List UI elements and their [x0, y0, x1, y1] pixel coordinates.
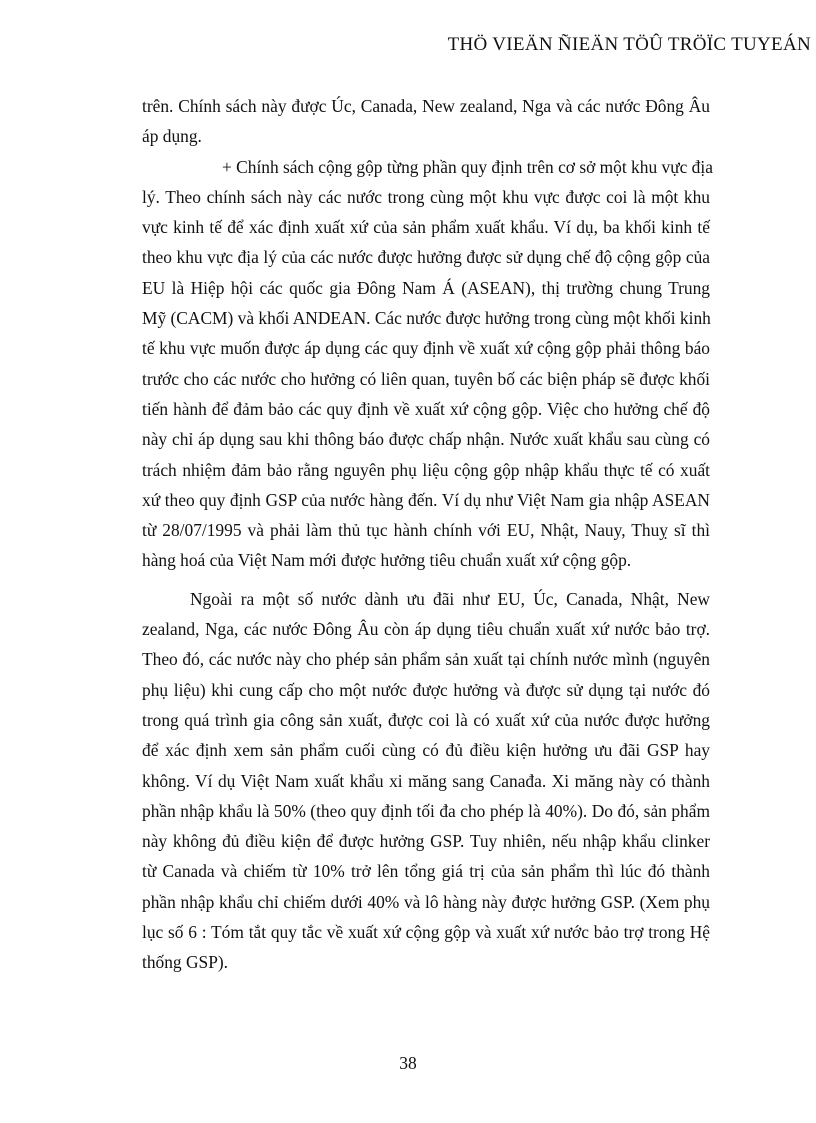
text-line: từ Canada và chiếm từ 10% trở lên tổng giá trị của sản phẩm thì lúc đó thành [142, 861, 710, 882]
text-line: zealand, Nga, các nước Đông Âu còn áp dụng tiêu chuẩn xuất xứ nước bảo trợ. [142, 619, 710, 640]
paragraph-2 [142, 152, 713, 576]
text-line: để xác định xem sản phẩm cuối cùng có đủ điều kiện hưởng ưu đãi GSP hay [142, 740, 710, 761]
text-line: phần nhập khẩu chỉ chiếm dưới 40% và lô hàng này được hưởng GSP. (Xem phụ [142, 891, 710, 912]
text-line: theo khu vực địa lý của các nước được hưởng được sử dụng chế độ cộng gộp của [142, 247, 710, 268]
text-line: lý. Theo chính sách này các nước trong cùng một khu vực được coi là một khu [142, 186, 710, 207]
document-body [142, 91, 713, 978]
text-line: xứ theo quy định GSP của nước hàng đến. Ví dụ như Việt Nam gia nhập ASEAN [142, 489, 710, 510]
text-line: trách nhiệm đảm bảo rằng nguyên phụ liệu cộng gộp nhập khẩu thực tế có xuất [142, 459, 710, 480]
text-line: Mỹ (CACM) và khối ANDEAN. Các nước được hưởng trong cùng một khối kinh [142, 308, 711, 329]
text-line: EU là Hiệp hội các quốc gia Đông Nam Á (ASEAN), thị trường chung Trung [142, 277, 710, 298]
text-line: phần nhập khẩu là 50% (theo quy định tối đa cho phép là 40%). Do đó, sản phẩm [142, 800, 710, 821]
paragraph-3 [142, 584, 710, 978]
text-line: phụ liệu) khi cung cấp cho một nước được hưởng và được sử dụng tại nước đó [142, 679, 710, 700]
text-line: trước cho các nước cho hưởng có liên quan, tuyên bố các biện pháp sẽ được khối [142, 368, 710, 389]
text-line: không. Ví dụ Việt Nam xuất khẩu xi măng sang Canađa. Xi măng này có thành [142, 770, 710, 791]
text-line: hàng hoá của Việt Nam mới được hưởng tiêu chuẩn xuất xứ cộng gộp. [142, 550, 632, 571]
text-line: + Chính sách cộng gộp từng phần quy định trên cơ sở một khu vực địa [222, 156, 713, 177]
text-line: lục số 6 : Tóm tắt quy tắc về xuất xứ cộng gộp và xuất xứ nước bảo trợ trong Hệ [142, 922, 710, 943]
page-number: 38 [399, 1053, 417, 1073]
text-line: trên. Chính sách này được Úc, Canada, New zealand, Nga và các nước Đông Âu [142, 96, 710, 116]
text-line: Ngoài ra một số nước dành ưu đãi như EU, Úc, Canada, Nhật, New [190, 588, 710, 609]
text-line: vực kinh tế để xác định xuất xứ của sản phẩm xuất khẩu. Ví dụ, ba khối kinh tế [142, 217, 710, 238]
paragraph-gap [142, 576, 710, 584]
text-line: tiến hành để đảm bảo các quy định về xuất xứ cộng gộp. Việc cho hưởng chế độ [142, 398, 710, 419]
text-line: từ 28/07/1995 và phải làm thủ tục hành chính với EU, Nhật, Nauy, Thuỵ sĩ thì [142, 520, 710, 541]
text-line: áp dụng. [142, 126, 202, 147]
text-line: trong quá trình gia công sản xuất, được coi là có xuất xứ của nước được hưởng [142, 709, 710, 730]
text-line: này không đủ điều kiện để được hưởng GSP. Tuy nhiên, nếu nhập khẩu clinker [142, 831, 710, 852]
page-header-title: THÖ VIEÄN ÑIEÄN TÖÛ TRÖÏC TUYEÁN [447, 34, 811, 55]
text-line: này chỉ áp dụng sau khi thông báo được chấp nhận. Nước xuất khẩu sau cùng có [142, 429, 710, 450]
text-line: thống GSP). [142, 952, 229, 973]
paragraph-1 [142, 91, 710, 152]
text-line: Theo đó, các nước này cho phép sản phẩm sản xuất tại chính nước mình (nguyên [142, 649, 710, 670]
text-line: tế khu vực muốn được áp dụng các quy định về xuất xứ cộng gộp phải thông báo [142, 338, 710, 359]
